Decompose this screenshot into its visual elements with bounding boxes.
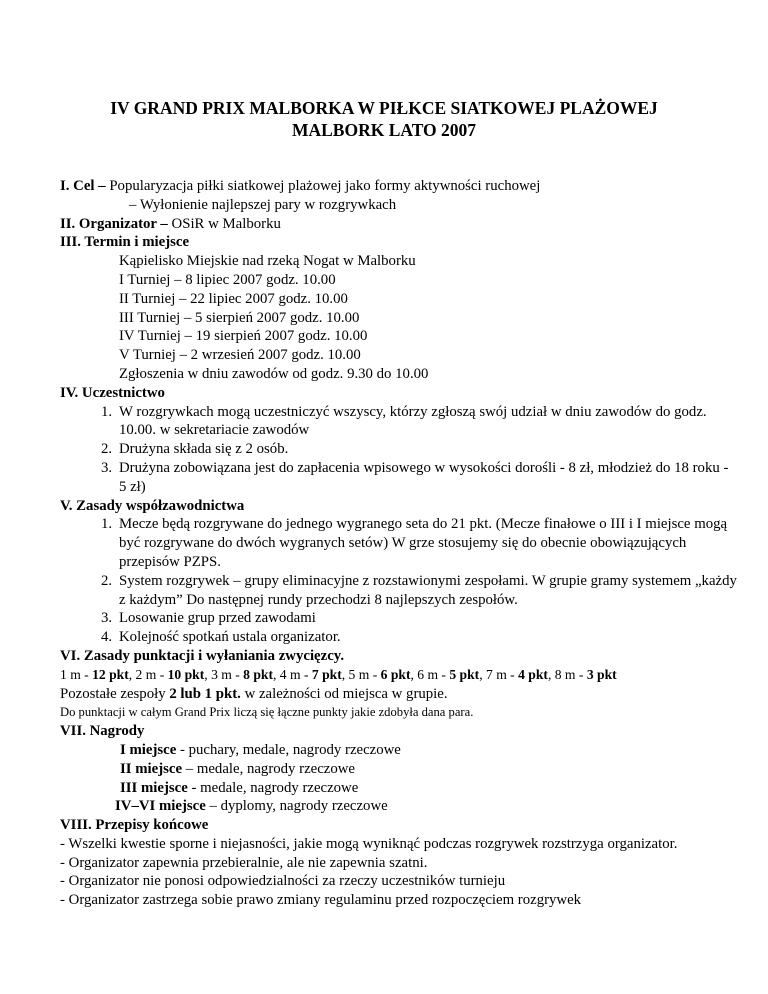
scoring-note: Do punktacji w całym Grand Prix liczą się łączne punkty jakie zdobyła dana para.	[60, 705, 474, 720]
schedule-line: I Turniej – 8 lipiec 2007 godz. 10.00	[119, 271, 336, 288]
prize-place: II miejsce	[120, 760, 183, 777]
list-text: Drużyna zobowiązana jest do zapłacenia wpisowego w wysokości dorośli - 8 zł, młodzież do 18 roku - 5 zł)	[119, 459, 729, 495]
list-number: 1.	[101, 403, 113, 420]
final-provision: - Organizator zapewnia przebieralnie, ale nie zapewnia szatni.	[60, 854, 428, 871]
points-place: 2 m -	[135, 666, 168, 682]
list-number: 4.	[101, 629, 113, 646]
list-text: System rozgrywek – grupy eliminacyjne z rozstawionymi zespołami. W grupie gramy systemem „każdy z każdym” Do następnej rundy przechodzi 8 najlepszych zespołów.	[119, 572, 737, 608]
title-line-2: MALBORK LATO 2007	[291, 120, 477, 140]
points-value: 3 pkt	[586, 666, 617, 682]
points-place: 4 m -	[279, 666, 312, 682]
section-heading-rules: V. Zasady współzawodnictwa	[60, 497, 245, 514]
points-place: 1 m -	[60, 666, 93, 682]
points-place: 8 m -	[554, 666, 587, 682]
points-sep: ,	[341, 666, 349, 682]
final-provision: - Wszelki kwestie sporne i niejasności, jakie mogą wyniknąć podczas rozgrywek rozstrzyga organizator.	[60, 835, 678, 852]
points-place: 3 m -	[211, 666, 244, 682]
goal-text-1: Popularyzacja piłki siatkowej plażowej jako formy aktywności ruchowej	[105, 178, 541, 194]
points-value: 7 pkt	[311, 666, 342, 682]
title-line-1: IV GRAND PRIX MALBORKA W PIŁKCE SIATKOWEJ PLAŻOWEJ	[110, 98, 658, 118]
list-item	[60, 459, 750, 497]
list-item	[60, 403, 750, 441]
list-item	[60, 572, 750, 610]
schedule-line: V Turniej – 2 wrzesień 2007 godz. 10.00	[119, 347, 361, 364]
list-text: W rozgrywkach mogą uczestniczyć wszyscy, którzy zgłoszą swój udział w dniu zawodów do godz. 10.00. w sekretariacie zawodów	[119, 403, 707, 439]
rest-text-a: Pozostałe zespoły	[60, 685, 170, 702]
list-number: 2.	[101, 572, 113, 589]
schedule-line: II Turniej – 22 lipiec 2007 godz. 10.00	[119, 290, 348, 307]
prize-line	[60, 779, 750, 798]
points-value: 10 pkt	[167, 666, 205, 682]
list-text: Drużyna składa się z 2 osób.	[119, 441, 289, 458]
schedule-line: III Turniej – 5 sierpień 2007 godz. 10.00	[119, 309, 360, 326]
prize-line	[60, 741, 750, 760]
schedule-line: Zgłoszenia w dniu zawodów od godz. 9.30 do 10.00	[119, 365, 429, 382]
list-number: 2.	[101, 441, 113, 458]
points-sep: ,	[479, 666, 486, 682]
prize-text: – medale, nagrody rzeczowe	[182, 760, 355, 777]
section-heading-prizes: VII. Nagrody	[60, 723, 145, 740]
list-number: 1.	[101, 516, 113, 533]
section-heading: II. Organizator –	[60, 215, 168, 232]
section-organizer	[60, 215, 750, 234]
prize-line	[60, 797, 750, 816]
organizer-text: OSiR w Malborku	[167, 215, 281, 232]
rest-text-c: w zależności od miejsca w grupie.	[240, 685, 448, 702]
prize-text: - medale, nagrody rzeczowe	[187, 779, 359, 796]
section-heading-final: VIII. Przepisy końcowe	[60, 817, 209, 834]
section-heading-participation: IV. Uczestnictwo	[60, 384, 165, 401]
points-table	[60, 666, 750, 685]
points-value: 12 pkt	[92, 666, 129, 682]
list-text: Kolejność spotkań ustala organizator.	[119, 629, 341, 646]
points-sep: ,	[204, 666, 212, 682]
schedule-line: IV Turniej – 19 sierpień 2007 godz. 10.00	[119, 328, 368, 345]
goal-text-2: – Wyłonienie najlepszej pary w rozgrywkach	[129, 196, 397, 213]
section-heading-schedule: III. Termin i miejsce	[60, 234, 190, 251]
final-provision: - Organizator zastrzega sobie prawo zmiany regulaminu przed rozpoczęciem rozgrywek	[60, 892, 582, 909]
points-place: 7 m -	[486, 666, 519, 682]
list-item	[60, 440, 750, 459]
document-body	[60, 177, 750, 910]
list-number: 3.	[101, 610, 113, 627]
points-value: 6 pkt	[380, 666, 411, 682]
points-sep: ,	[410, 666, 418, 682]
prize-place: III miejsce	[120, 779, 188, 796]
points-sep: ,	[273, 666, 280, 682]
points-sep: ,	[547, 666, 555, 682]
schedule-line: Kąpielisko Miejskie nad rzeką Nogat w Malborku	[119, 253, 416, 270]
list-text: Losowanie grup przed zawodami	[119, 610, 316, 627]
prize-place: I miejsce	[120, 741, 177, 758]
points-value: 4 pkt	[518, 666, 548, 682]
points-value: 5 pkt	[449, 666, 480, 682]
final-provision: - Organizator nie ponosi odpowiedzialności za rzeczy uczestników turnieju	[60, 873, 506, 890]
points-place: 6 m -	[417, 666, 450, 682]
section-goal	[60, 177, 750, 196]
points-place: 5 m -	[348, 666, 381, 682]
list-text: Mecze będą rozgrywane do jednego wygranego seta do 21 pkt. (Mecze finałowe o III i I miejsce mogą być rozgrywane do dwóch wygranych setów) W grze stosujemy się do obecnie obowiązujących przepisów PZPS.	[119, 516, 728, 570]
points-value: 8 pkt	[243, 666, 273, 682]
prize-place: IV–VI miejsce	[115, 798, 206, 815]
section-heading: I. Cel –	[60, 178, 106, 194]
rest-points: 2 lub 1 pkt.	[169, 685, 241, 702]
prize-text: - puchary, medale, nagrody rzeczowe	[176, 741, 401, 758]
list-item	[60, 628, 750, 647]
points-sep: ,	[128, 666, 136, 682]
list-item	[60, 609, 750, 628]
prize-line	[60, 760, 750, 779]
document-title	[0, 97, 768, 141]
prize-text: – dyplomy, nagrody rzeczowe	[205, 798, 388, 815]
list-number: 3.	[101, 459, 113, 476]
remaining-teams-points	[60, 685, 750, 704]
list-item	[60, 515, 750, 571]
section-heading-scoring: VI. Zasady punktacji i wyłaniania zwycięzcy.	[60, 647, 345, 664]
